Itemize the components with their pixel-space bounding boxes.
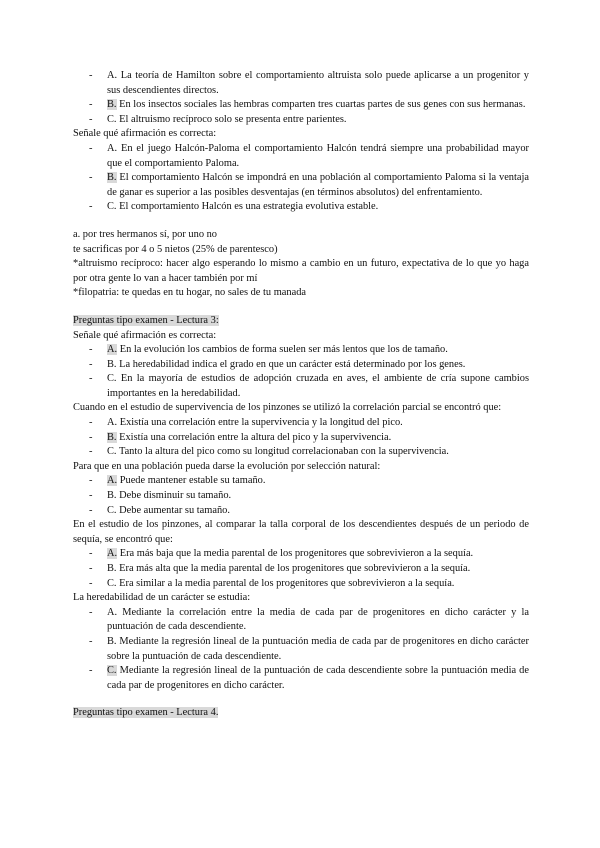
bullet-dash: - bbox=[89, 475, 93, 487]
answer-option bbox=[73, 445, 529, 460]
answer-option bbox=[73, 372, 529, 401]
bullet-dash: - bbox=[89, 344, 93, 356]
bullet-dash: - bbox=[89, 358, 93, 370]
answer-option bbox=[73, 113, 529, 128]
option-letter: C. bbox=[107, 201, 117, 213]
option-letter: A. bbox=[107, 344, 118, 356]
answer-option bbox=[73, 358, 529, 373]
option-text: El altruismo recíproco solo se presenta entre parientes. bbox=[119, 113, 347, 125]
answer-option bbox=[73, 577, 529, 592]
option-letter: B. bbox=[107, 635, 117, 647]
option-letter: B. bbox=[107, 172, 117, 184]
bullet-dash: - bbox=[89, 446, 93, 458]
paragraph: *filopatria: te quedas en tu hogar, no sales de tu manada bbox=[73, 287, 307, 299]
option-letter: A. bbox=[107, 142, 118, 154]
answer-option bbox=[73, 635, 529, 664]
paragraph: te sacrificas por 4 o 5 nietos (25% de parentesco) bbox=[73, 243, 278, 255]
paragraph: Señale qué afirmación es correcta: bbox=[73, 329, 217, 341]
answer-option bbox=[73, 664, 529, 693]
option-letter: B. bbox=[107, 431, 117, 443]
paragraph: En el estudio de los pinzones, al comparar la talla corporal de los descendientes después de un periodo de sequía, se encontró que: bbox=[73, 519, 529, 545]
bullet-dash: - bbox=[89, 431, 93, 443]
option-text: Existía una correlación entre la altura del pico y la supervivencia. bbox=[119, 431, 392, 443]
option-letter: C. bbox=[107, 665, 117, 677]
paragraph: Señale qué afirmación es correcta: bbox=[73, 128, 217, 140]
section-heading bbox=[73, 314, 529, 329]
section-heading-text: Preguntas tipo examen - Lectura 3: bbox=[73, 314, 219, 326]
option-text: El comportamiento Halcón es una estrategia evolutiva estable. bbox=[119, 201, 379, 213]
option-text: La heredabilidad indica el grado en que un carácter está determinado por los genes. bbox=[119, 358, 466, 370]
paragraph-gap bbox=[73, 215, 529, 228]
paragraph: Para que en una población pueda darse la evolución por selección natural: bbox=[73, 460, 381, 472]
option-text: Era similar a la media parental de los progenitores que sobrevivieron a la sequía. bbox=[119, 577, 455, 589]
option-letter: A. bbox=[107, 548, 118, 560]
option-text: El comportamiento Halcón se impondrá en una población al comportamiento Paloma si la ventaja de ganar es superior a las posibles desventajas (en términos absolutos) del enfrentamiento. bbox=[107, 172, 529, 198]
option-letter: C. bbox=[107, 113, 117, 125]
bullet-dash: - bbox=[89, 665, 93, 677]
bullet-dash: - bbox=[89, 373, 93, 385]
answer-option bbox=[73, 489, 529, 504]
paragraph: Cuando en el estudio de supervivencia de los pinzones se utilizó la correlación parcial se encontró que: bbox=[73, 402, 502, 414]
option-text: La teoría de Hamilton sobre el comportamiento altruista solo puede aplicarse a un progenitor y sus descendientes directos. bbox=[107, 70, 529, 96]
option-text: En el juego Halcón-Paloma el comportamiento Halcón tendrá siempre una probabilidad mayor que el comportamiento Paloma. bbox=[107, 142, 529, 169]
bullet-dash: - bbox=[89, 504, 93, 516]
option-text: Mediante la regresión lineal de la puntuación de cada descendiente sobre la puntuación media de cada par de progenitores en dicho carácter. bbox=[107, 665, 529, 691]
option-letter: C. bbox=[107, 504, 117, 516]
option-letter: B. bbox=[107, 563, 117, 574]
document-body bbox=[73, 69, 529, 721]
answer-option bbox=[73, 69, 529, 98]
option-text: Debe disminuir su tamaño. bbox=[119, 490, 232, 502]
bullet-dash: - bbox=[89, 201, 93, 213]
answer-option bbox=[73, 547, 529, 562]
section-heading-text: Preguntas tipo examen - Lectura 4. bbox=[73, 707, 219, 719]
option-letter: B. bbox=[107, 490, 117, 502]
option-letter: A. bbox=[107, 70, 118, 81]
answer-option bbox=[73, 416, 529, 431]
option-text: Puede mantener estable su tamaño. bbox=[119, 475, 266, 487]
paragraph: a. por tres hermanos sí, por uno no bbox=[73, 228, 217, 240]
option-text: Era más alta que la media parental de los progenitores que sobrevivieron a la sequía. bbox=[119, 563, 471, 574]
answer-option bbox=[73, 606, 529, 635]
paragraph-gap bbox=[73, 301, 529, 314]
bullet-dash: - bbox=[89, 563, 93, 574]
bullet-dash: - bbox=[89, 490, 93, 502]
option-text: Tanto la altura del pico como su longitud correlacionaban con la supervivencia. bbox=[118, 446, 449, 458]
bullet-dash: - bbox=[89, 577, 93, 589]
bullet-dash: - bbox=[89, 606, 93, 618]
option-letter: B. bbox=[107, 99, 117, 111]
answer-option bbox=[73, 431, 529, 446]
option-text: Debe aumentar su tamaño. bbox=[119, 504, 230, 516]
option-letter: A. bbox=[107, 417, 118, 429]
bullet-dash: - bbox=[89, 548, 93, 560]
bullet-dash: - bbox=[89, 70, 93, 81]
option-text: En la mayoría de estudios de adopción cruzada en aves, el ambiente de cría supone cambios importantes en la heredabilidad. bbox=[107, 373, 529, 399]
option-letter: B. bbox=[107, 358, 117, 370]
option-text: Era más baja que la media parental de los progenitores que sobrevivieron a la sequía. bbox=[119, 548, 474, 560]
section-heading bbox=[73, 706, 529, 721]
option-letter: C. bbox=[107, 577, 117, 589]
answer-option bbox=[73, 504, 529, 519]
option-text: Mediante la regresión lineal de la puntuación media de cada par de progenitores en dicho carácter sobre la puntuación de cada descendiente. bbox=[107, 635, 529, 662]
bullet-dash: - bbox=[89, 635, 93, 647]
answer-option bbox=[73, 474, 529, 489]
answer-option bbox=[73, 200, 529, 215]
answer-option bbox=[73, 562, 529, 577]
paragraph: La heredabilidad de un carácter se estudia: bbox=[73, 592, 251, 604]
option-letter: A. bbox=[107, 475, 118, 487]
bullet-dash: - bbox=[89, 99, 93, 111]
answer-option bbox=[73, 142, 529, 171]
answer-option bbox=[73, 171, 529, 200]
paragraph-gap bbox=[73, 693, 529, 706]
bullet-dash: - bbox=[89, 417, 93, 429]
paragraph: *altruismo recíproco: hacer algo esperando lo mismo a cambio en un futuro, expectativa de lo que yo haga por otra gente lo van a hacer también por mí bbox=[73, 258, 529, 284]
answer-option bbox=[73, 98, 529, 113]
option-letter: A. bbox=[107, 606, 118, 618]
option-text: Mediante la correlación entre la media de cada par de progenitores en dicho carácter y la puntuación de cada descendiente. bbox=[107, 606, 529, 633]
bullet-dash: - bbox=[89, 142, 93, 154]
option-text: En la evolución los cambios de forma suelen ser más lentos que los de tamaño. bbox=[119, 344, 448, 356]
option-letter: C. bbox=[107, 373, 117, 385]
bullet-dash: - bbox=[89, 172, 93, 184]
option-text: Existía una correlación entre la supervivencia y la longitud del pico. bbox=[119, 417, 403, 429]
bullet-dash: - bbox=[89, 113, 93, 125]
option-text: En los insectos sociales las hembras comparten tres cuartas partes de sus genes con sus hermanas. bbox=[119, 99, 526, 111]
answer-option bbox=[73, 343, 529, 358]
option-letter: C. bbox=[107, 446, 117, 458]
